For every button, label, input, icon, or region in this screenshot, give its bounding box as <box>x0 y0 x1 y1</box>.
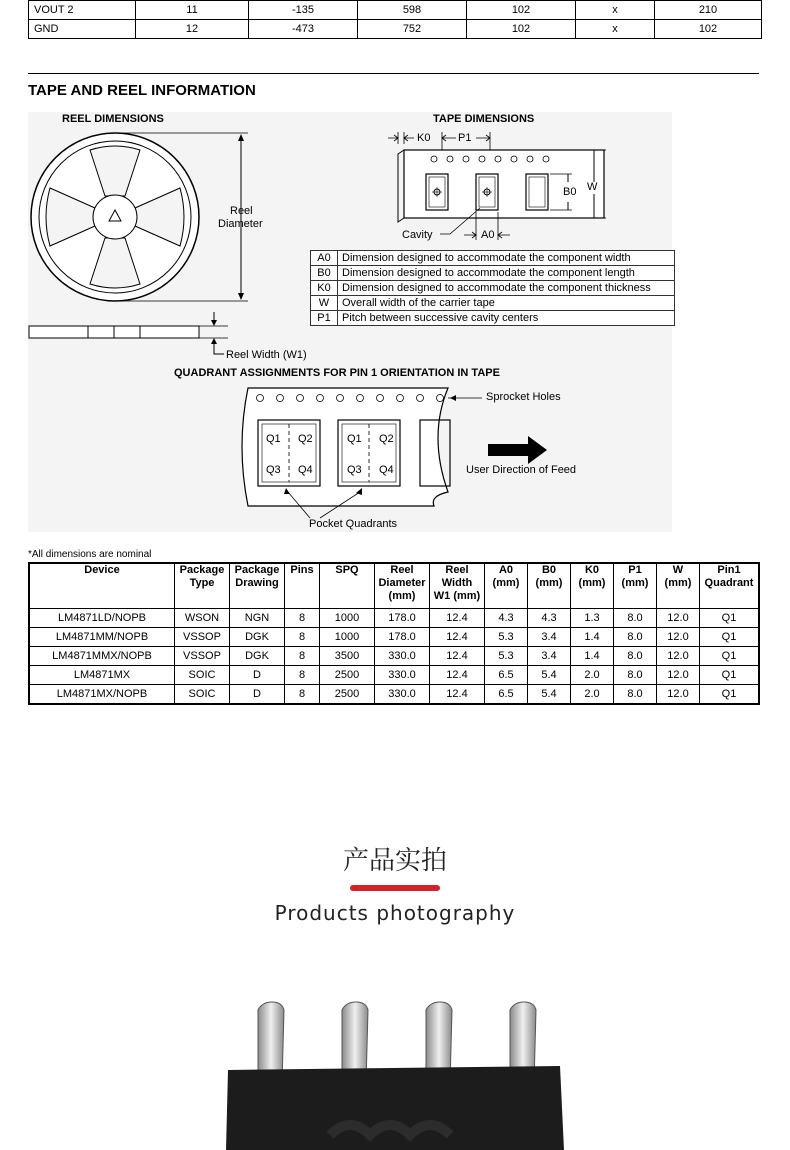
table-cell: 1.3 <box>571 609 614 628</box>
photo-section-subtitle: Products photography <box>274 901 516 925</box>
pin-y: 752 <box>358 20 467 39</box>
table-cell: 3.4 <box>528 647 571 666</box>
table-cell: 12.0 <box>657 685 700 705</box>
table-cell: 4.3 <box>485 609 528 628</box>
table-cell: 8 <box>285 609 320 628</box>
pin-w: 102 <box>467 20 576 39</box>
table-row <box>29 628 759 647</box>
def-symbol: B0 <box>311 266 338 281</box>
photo-section-title: 产品实拍 <box>342 846 447 876</box>
table-cell: 4.3 <box>528 609 571 628</box>
header-line: (mm) <box>621 577 649 589</box>
table-cell: DGK <box>230 647 285 666</box>
header-line: (mm) <box>492 577 520 589</box>
table-cell: 178.0 <box>375 628 430 647</box>
header-line: K0 <box>584 564 600 576</box>
table-row <box>29 609 759 628</box>
pin-w: 102 <box>467 1 576 20</box>
reel-diameter-label-2: Diameter <box>218 218 263 230</box>
b0-label: B0 <box>563 186 577 198</box>
table-cell: Q1 <box>700 666 760 685</box>
table-cell: 330.0 <box>375 647 430 666</box>
q4-label: Q4 <box>298 464 313 476</box>
table-cell: 1000 <box>320 609 375 628</box>
table-cell: 8.0 <box>614 685 657 705</box>
table-cell: 3.4 <box>528 628 571 647</box>
table-cell: LM4871MX/NOPB <box>29 685 175 705</box>
table-cell: 6.5 <box>485 685 528 705</box>
table-cell: 8.0 <box>614 628 657 647</box>
q1-label: Q1 <box>266 433 281 445</box>
table-row <box>311 266 675 281</box>
table-cell: 6.5 <box>485 666 528 685</box>
pin-sep: x <box>576 1 655 20</box>
header-line: Package <box>179 564 225 576</box>
table-cell: 12.4 <box>430 666 485 685</box>
header-line: Pins <box>290 564 314 576</box>
table-row <box>311 311 675 326</box>
pin-x: -473 <box>249 20 358 39</box>
section-title: TAPE AND REEL INFORMATION <box>28 82 256 99</box>
header-line: Device <box>84 564 120 576</box>
quadrant-drawing <box>238 386 598 526</box>
table-cell: 330.0 <box>375 685 430 705</box>
table-cell: Q1 <box>700 685 760 705</box>
table-cell: SOIC <box>175 666 230 685</box>
header-line: Pin1 <box>717 564 741 576</box>
header-line: Quadrant <box>704 577 754 589</box>
q2-label-2: Q2 <box>379 433 394 445</box>
table-cell: NGN <box>230 609 285 628</box>
a0-label: A0 <box>481 229 495 241</box>
header-line: B0 <box>541 564 557 576</box>
column-header <box>230 563 285 609</box>
column-header <box>485 563 528 609</box>
def-symbol: P1 <box>311 311 338 326</box>
title-underline <box>350 885 440 891</box>
chip-body <box>226 1066 564 1150</box>
table-row <box>29 647 759 666</box>
table-row <box>311 251 675 266</box>
table-cell: WSON <box>175 609 230 628</box>
table-cell: 12.0 <box>657 647 700 666</box>
table-cell: 2500 <box>320 685 375 705</box>
p1-label: P1 <box>458 132 472 144</box>
dimension-definitions-table <box>310 250 675 326</box>
table-cell: Q1 <box>700 628 760 647</box>
table-cell: LM4871MX <box>29 666 175 685</box>
header-line: Package <box>234 564 280 576</box>
q1-label-2: Q1 <box>347 433 362 445</box>
reel-drawing <box>28 126 288 366</box>
header-line: Diameter <box>378 577 426 589</box>
pin-number: 12 <box>136 20 249 39</box>
column-header <box>700 563 760 609</box>
table-cell: D <box>230 666 285 685</box>
table-cell: VSSOP <box>175 628 230 647</box>
table-row <box>311 281 675 296</box>
table-row <box>29 666 759 685</box>
header-line: W <box>672 564 684 576</box>
table-cell: Q1 <box>700 609 760 628</box>
def-symbol: A0 <box>311 251 338 266</box>
table-cell: 12.4 <box>430 628 485 647</box>
table-row <box>29 685 759 705</box>
table-cell: 5.4 <box>528 685 571 705</box>
column-header <box>320 563 375 609</box>
table-cell: 12.0 <box>657 628 700 647</box>
table-cell: SOIC <box>175 685 230 705</box>
header-line: (mm) <box>388 590 416 602</box>
table-cell: 178.0 <box>375 609 430 628</box>
column-header <box>375 563 430 609</box>
column-header <box>29 563 175 609</box>
q3-label: Q3 <box>266 464 281 476</box>
column-header <box>614 563 657 609</box>
cavity-label: Cavity <box>402 229 433 241</box>
table-cell: 8.0 <box>614 666 657 685</box>
table-cell: 1000 <box>320 628 375 647</box>
q2-label: Q2 <box>298 433 313 445</box>
pin-location-table <box>28 0 762 39</box>
header-line: Drawing <box>235 577 279 589</box>
table-cell: LM4871LD/NOPB <box>29 609 175 628</box>
header-line: Reel <box>445 564 469 576</box>
table-row <box>311 296 675 311</box>
table-cell: 8.0 <box>614 647 657 666</box>
header-line: W1 (mm) <box>433 590 481 602</box>
table-cell: 8 <box>285 628 320 647</box>
pin-sep: x <box>576 20 655 39</box>
def-description: Overall width of the carrier tape <box>338 296 675 311</box>
k0-label: K0 <box>417 132 431 144</box>
def-description: Dimension designed to accommodate the component width <box>338 251 675 266</box>
table-cell: 12.0 <box>657 666 700 685</box>
reel-diameter-label-1: Reel <box>230 205 253 217</box>
def-description: Dimension designed to accommodate the component thickness <box>338 281 675 296</box>
table-cell: 8 <box>285 685 320 705</box>
table-cell: 5.4 <box>528 666 571 685</box>
def-description: Dimension designed to accommodate the component length <box>338 266 675 281</box>
reel-width-label: Reel Width (W1) <box>226 349 307 361</box>
pocket-quadrants-label: Pocket Quadrants <box>309 518 398 530</box>
pin-h: 210 <box>655 1 762 20</box>
column-header <box>528 563 571 609</box>
table-cell: 5.3 <box>485 647 528 666</box>
table-cell: DGK <box>230 628 285 647</box>
table-cell: 8.0 <box>614 609 657 628</box>
header-line: Reel <box>390 564 414 576</box>
quadrant-title: QUADRANT ASSIGNMENTS FOR PIN 1 ORIENTATION IN TAPE <box>174 367 500 379</box>
table-cell: VSSOP <box>175 647 230 666</box>
table-cell: 1.4 <box>571 628 614 647</box>
header-line: A0 <box>498 564 514 576</box>
reel-hub <box>93 195 137 239</box>
table-row <box>29 20 762 39</box>
def-symbol: K0 <box>311 281 338 296</box>
header-line: (mm) <box>578 577 606 589</box>
pin-number: 11 <box>136 1 249 20</box>
table-row <box>29 1 762 20</box>
header-line: (mm) <box>664 577 692 589</box>
column-header <box>285 563 320 609</box>
table-cell: D <box>230 685 285 705</box>
header-line: P1 <box>628 564 642 576</box>
pin-name: GND <box>29 20 136 39</box>
table-cell: 8 <box>285 647 320 666</box>
table-header-row <box>29 563 759 609</box>
tape-dimensions-title: TAPE DIMENSIONS <box>433 113 535 125</box>
q4-label-2: Q4 <box>379 464 394 476</box>
table-cell: 8 <box>285 666 320 685</box>
header-line: Width <box>441 577 473 589</box>
table-cell: 12.4 <box>430 685 485 705</box>
table-cell: 12.4 <box>430 647 485 666</box>
quadrant-tape <box>242 388 448 506</box>
header-line: (mm) <box>535 577 563 589</box>
column-header <box>175 563 230 609</box>
reel-dimensions-title: REEL DIMENSIONS <box>62 113 164 125</box>
pin-x: -135 <box>249 1 358 20</box>
nominal-note: *All dimensions are nominal <box>28 549 152 560</box>
pin-name: VOUT 2 <box>29 1 136 20</box>
table-cell: 1.4 <box>571 647 614 666</box>
column-header <box>657 563 700 609</box>
table-cell: LM4871MM/NOPB <box>29 628 175 647</box>
table-cell: 12.4 <box>430 609 485 628</box>
q3-label-2: Q3 <box>347 464 362 476</box>
w-label: W <box>587 181 598 193</box>
header-line: Type <box>189 577 215 589</box>
feed-direction-arrow <box>488 436 547 464</box>
pin-h: 102 <box>655 20 762 39</box>
table-cell: 2500 <box>320 666 375 685</box>
table-cell: 3500 <box>320 647 375 666</box>
def-description: Pitch between successive cavity centers <box>338 311 675 326</box>
chip-photo <box>0 990 790 1150</box>
pin-y: 598 <box>358 1 467 20</box>
reel-dimensions-table <box>28 562 760 705</box>
section-divider <box>28 73 759 74</box>
table-cell: 5.3 <box>485 628 528 647</box>
column-header <box>571 563 614 609</box>
sprocket-holes-label: Sprocket Holes <box>486 391 561 403</box>
table-cell: LM4871MMX/NOPB <box>29 647 175 666</box>
table-cell: Q1 <box>700 647 760 666</box>
header-line: SPQ <box>335 564 359 576</box>
column-header <box>430 563 485 609</box>
feed-direction-label: User Direction of Feed <box>466 464 577 476</box>
table-cell: 330.0 <box>375 666 430 685</box>
def-symbol: W <box>311 296 338 311</box>
table-cell: 2.0 <box>571 666 614 685</box>
table-cell: 12.0 <box>657 609 700 628</box>
table-cell: 2.0 <box>571 685 614 705</box>
